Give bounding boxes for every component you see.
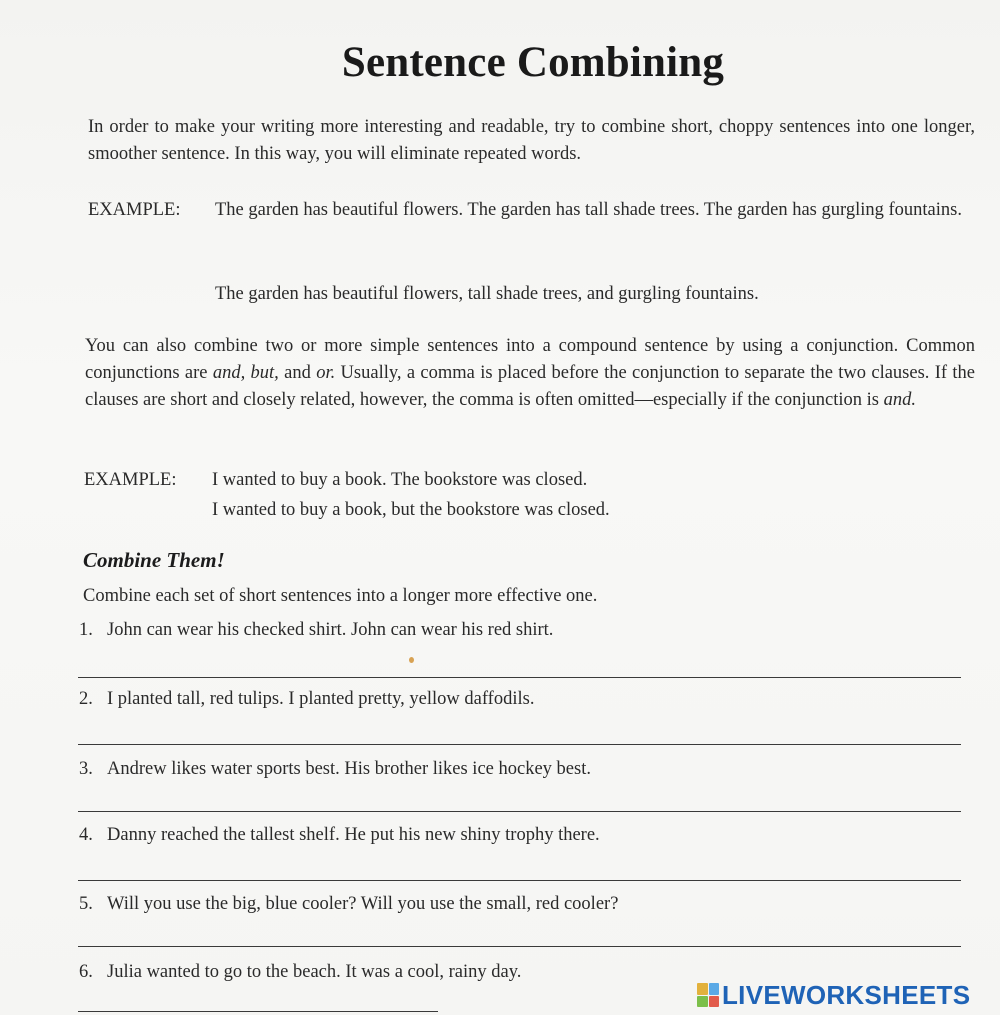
conjunction-text-2: and bbox=[278, 363, 317, 383]
exercise-item-2 bbox=[79, 686, 534, 713]
logo-square-green bbox=[697, 996, 708, 1008]
item-number: 2. bbox=[79, 689, 93, 709]
section-instructions: Combine each set of short sentences into a longer more effective one. bbox=[83, 586, 598, 606]
item-number: 3. bbox=[79, 759, 93, 779]
example-1-combined: The garden has beautiful flowers, tall shade trees, and gurgling fountains. bbox=[215, 284, 759, 304]
answer-line-5[interactable] bbox=[78, 946, 961, 947]
example-2-sentences: I wanted to buy a book. The bookstore was closed. bbox=[212, 470, 588, 490]
logo-square-red bbox=[709, 996, 720, 1008]
logo-square-blue bbox=[709, 983, 720, 995]
item-number: 5. bbox=[79, 894, 93, 914]
item-text: I planted tall, red tulips. I planted pretty, yellow daffodils. bbox=[107, 689, 535, 709]
intro-paragraph: In order to make your writing more interesting and readable, try to combine short, choppy sentences into one longer, smoother sentence. In this way, you will eliminate repeated words. bbox=[88, 117, 975, 164]
answer-line-3[interactable] bbox=[78, 811, 961, 812]
conjunction-and: and. bbox=[883, 390, 916, 410]
example-1-label: EXAMPLE: bbox=[88, 200, 181, 220]
example-2-combined: I wanted to buy a book, but the bookstore was closed. bbox=[212, 500, 610, 520]
exercise-item-4 bbox=[79, 822, 600, 849]
answer-line-1[interactable] bbox=[78, 677, 961, 678]
page-title: Sentence Combining bbox=[341, 39, 725, 86]
conjunction-text-3: Usually, a comma is placed before the conjunction to separate the two clauses. If the clauses are short and closely related, however, the comma is often omitted—especially if the conjunction is bbox=[85, 363, 976, 410]
item-text: Danny reached the tallest shelf. He put his new shiny trophy there. bbox=[107, 825, 600, 845]
liveworksheets-logo-icon bbox=[697, 983, 719, 1007]
item-number: 4. bbox=[79, 825, 93, 845]
item-text: Andrew likes water sports best. His brother likes ice hockey best. bbox=[107, 759, 591, 779]
answer-line-6[interactable] bbox=[78, 1011, 438, 1012]
liveworksheets-brand bbox=[697, 981, 970, 1009]
exercise-item-6 bbox=[79, 959, 521, 986]
item-number: 6. bbox=[79, 962, 93, 982]
exercise-item-3 bbox=[79, 756, 591, 783]
brand-name: LIVEWORKSHEETS bbox=[722, 979, 971, 1010]
answer-line-2[interactable] bbox=[78, 744, 961, 745]
item-text: Julia wanted to go to the beach. It was a cool, rainy day. bbox=[107, 962, 522, 982]
section-heading: Combine Them! bbox=[83, 548, 225, 572]
item-text: John can wear his checked shirt. John can wear his red shirt. bbox=[107, 620, 554, 640]
item-number: 1. bbox=[79, 620, 93, 640]
example-2-label: EXAMPLE: bbox=[84, 470, 177, 490]
logo-square-yellow bbox=[697, 983, 708, 995]
conjunction-or: or. bbox=[316, 363, 336, 383]
pencil-mark bbox=[409, 657, 414, 663]
conjunction-list: and, but, bbox=[212, 363, 279, 383]
conjunction-text-1: You can also combine two or more simple sentences into a compound sentence by using a conjunction. Common conjunctions are bbox=[85, 336, 975, 383]
example-1-sentences: The garden has beautiful flowers. The garden has tall shade trees. The garden has gurgling fountains. bbox=[215, 200, 962, 220]
exercise-item-5 bbox=[79, 891, 618, 918]
answer-line-4[interactable] bbox=[78, 880, 961, 881]
item-text: Will you use the big, blue cooler? Will you use the small, red cooler? bbox=[107, 894, 619, 914]
exercise-item-1 bbox=[79, 617, 553, 644]
conjunction-paragraph bbox=[85, 333, 975, 414]
